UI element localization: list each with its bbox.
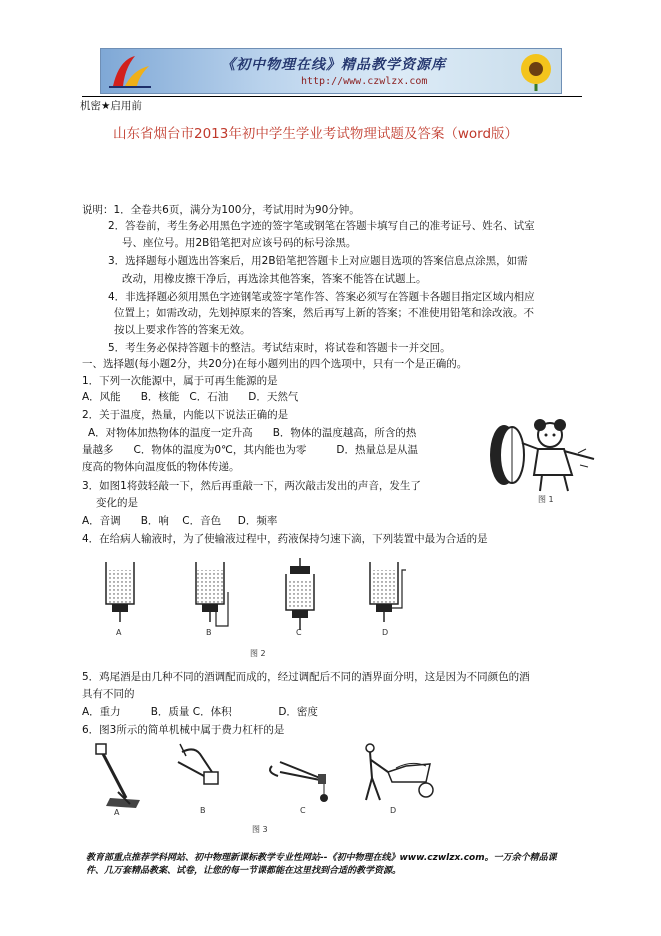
figure-3-lever-tools	[96, 742, 446, 814]
figure-2-label: 图 2	[250, 649, 266, 658]
figure-2-label-b: B	[206, 628, 212, 637]
instruction-4a: 4．非选择题必须用黑色字迹钢笔或签字笔作答、答案必须写在答题卡各题目指定区域内相应	[108, 291, 535, 303]
figure-3-label: 图 3	[252, 825, 268, 834]
wheelbarrow-drawing	[366, 744, 433, 800]
question-3-line-1: 3．如图1将鼓轻敲一下，然后再重敲一下，两次敲击发出的声音，发生了	[82, 480, 421, 492]
figure-2-label-c: C	[296, 628, 302, 637]
bottle-c-drawing	[286, 558, 314, 630]
instruction-1: 说明：1．全卷共6页，满分为100分，考试用时为90分钟。	[82, 204, 360, 216]
bottle-b-drawing	[196, 562, 228, 626]
page-title: 山东省烟台市2013年初中学生学业考试物理试题及答案（word版）	[113, 126, 519, 142]
bottle-a-drawing	[106, 562, 134, 622]
secret-label: 机密★启用前	[80, 100, 142, 112]
bottle-d-drawing	[370, 562, 406, 622]
instruction-4c: 按以上要求作答的答案无效。	[114, 324, 251, 336]
sunflower-icon	[515, 51, 557, 91]
site-banner	[100, 48, 562, 94]
page-footer	[86, 852, 606, 878]
question-3-options: A．音调 B．响 C．音色 D．频率	[82, 515, 278, 527]
header-divider	[82, 96, 582, 97]
question-4-stem: 4．在给病人输液时，为了使输液过程中，药液保持匀速下滴，下列装置中最为合适的是	[82, 533, 488, 545]
question-2-line-2: 量越多 C．物体的温度为0℃，其内能也为零 D．热量总是从温	[82, 444, 418, 456]
figure-1-label: 图 1	[538, 495, 554, 504]
question-1-stem: 1．下列一次能源中，属于可再生能源的是	[82, 375, 278, 387]
figure-2-label-d: D	[382, 628, 389, 637]
banner-title: 《初中物理在线》精品教学资源库	[221, 57, 446, 73]
question-5-options: A．重力 B．质量 C．体积 D．密度	[82, 706, 318, 718]
crowbar-drawing	[96, 744, 140, 808]
section-heading: 一、选择题(每小题2分，共20分)在每小题列出的四个选项中，只有一个是正确的。	[82, 358, 468, 370]
site-logo-icon	[105, 52, 153, 90]
footer-line-2: 件、几万套精品教案、试卷，让您的每一节课都能在这里找到合适的教学资源。	[86, 866, 402, 876]
figure-1-drum-drawing	[482, 413, 604, 495]
instruction-3b: 改动，用橡皮擦干净后，再选涂其他答案，答案不能答在试题上。	[122, 273, 427, 285]
question-6-stem: 6．图3所示的简单机械中属于费力杠杆的是	[82, 724, 285, 736]
question-5-line-1: 5．鸡尾酒是由几种不同的酒调配而成的，经过调配后不同的酒界面分明，这是因为不同颜色的酒	[82, 671, 530, 683]
clipper-drawing	[178, 744, 218, 784]
instruction-3a: 3．选择题每小题选出答案后，用2B铅笔把答题卡上对应题目选项的答案信息点涂黑，如需	[108, 255, 528, 267]
question-2-line-1: A．对物体加热物体的温度一定升高 B．物体的温度越高，所含的热	[88, 427, 417, 439]
instruction-4b: 位置上；如需改动，先划掉原来的答案，然后再写上新的答案；不准使用铅笔和涂改液。不	[114, 307, 534, 319]
figure-2-label-a: A	[116, 628, 122, 637]
banner-url[interactable]: http://www.czwlzx.com	[301, 76, 428, 87]
instruction-5: 5．考生务必保持答题卡的整洁。考试结束时，将试卷和答题卡一并交回。	[108, 342, 451, 354]
tongs-drawing	[270, 762, 328, 802]
instruction-2a: 2．答卷前，考生务必用黑色字迹的签字笔或钢笔在答题卡填写自己的准考证号、姓名、试室	[108, 220, 535, 232]
footer-line-1: 教育部重点推荐学科网站、初中物理新课标教学专业性网站--《初中物理在线》www.czwlzx.com。一万余个精品课	[86, 853, 557, 863]
figure-3-label-d: D	[390, 806, 397, 815]
figure-3-label-b: B	[200, 806, 206, 815]
figure-3-label-a: A	[114, 808, 120, 817]
question-2-stem: 2．关于温度，热量，内能以下说法正确的是	[82, 409, 289, 421]
figure-2-drip-bottles	[100, 556, 420, 656]
figure-3-label-c: C	[300, 806, 306, 815]
question-5-line-2: 具有不同的	[82, 688, 135, 700]
instruction-2b: 号、座位号。用2B铅笔把对应该号码的标号涂黑。	[122, 237, 357, 249]
question-3-line-2: 变化的是	[96, 497, 138, 509]
question-1-options: A．风能 B．核能 C．石油 D．天然气	[82, 391, 299, 403]
question-2-line-3: 度高的物体向温度低的物体传递。	[82, 461, 240, 473]
